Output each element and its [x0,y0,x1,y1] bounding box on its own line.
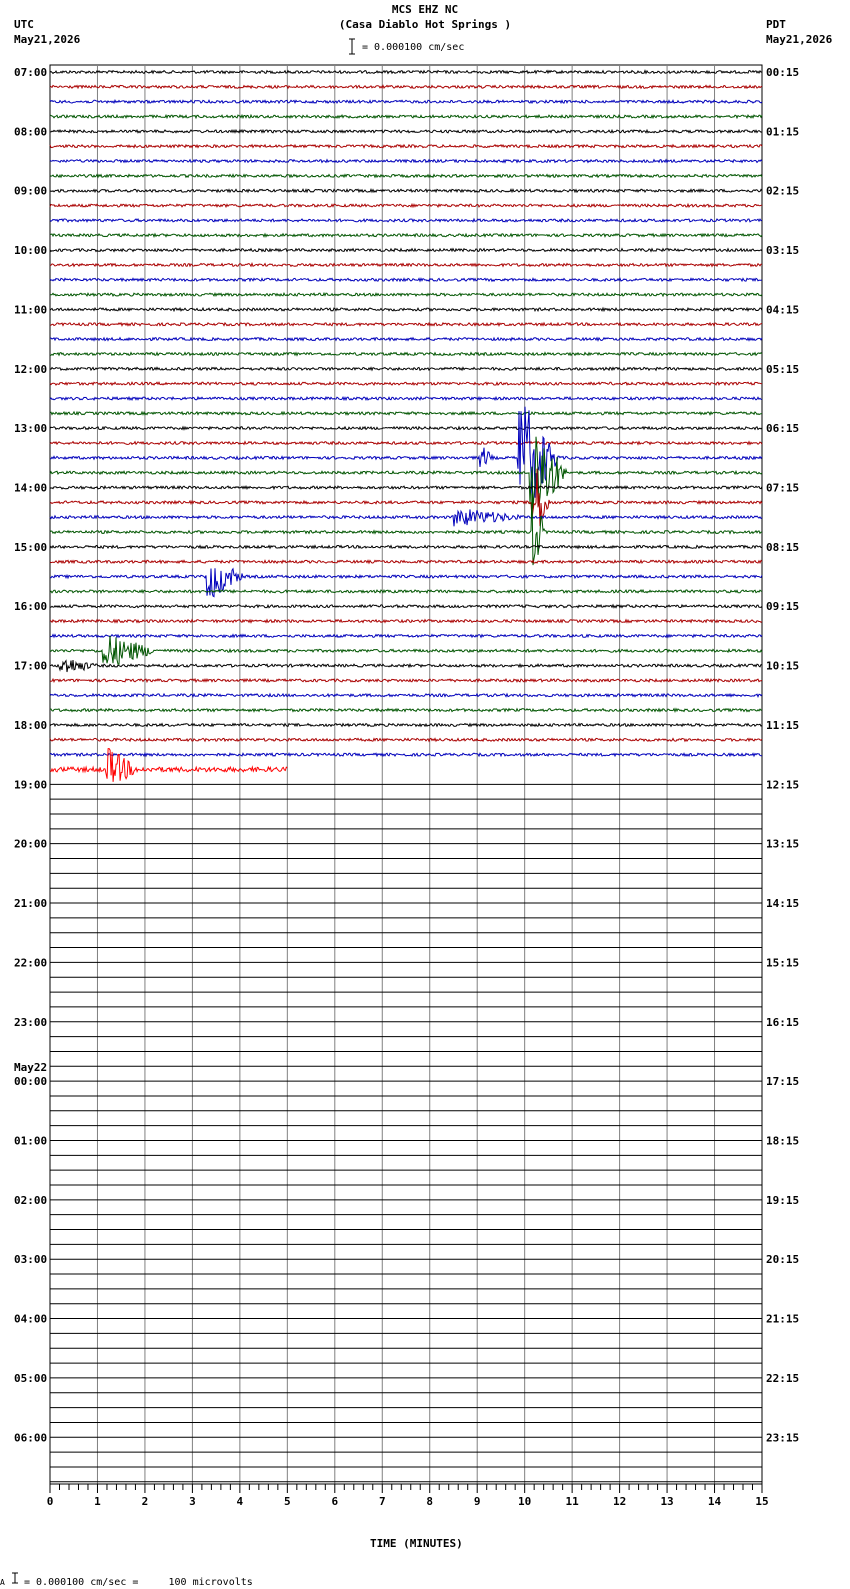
seismic-trace [50,605,762,608]
seismic-trace [50,749,287,782]
seismic-trace [50,753,762,756]
seismic-trace [50,204,762,207]
x-tick-label: 10 [518,1495,532,1508]
seismic-trace [50,382,762,385]
utc-hour-label: 13:00 [14,422,48,436]
x-tick-label: 5 [284,1495,291,1508]
x-tick-label: 1 [94,1495,101,1508]
x-tick-label: 7 [378,1495,386,1508]
seismic-trace [50,660,762,672]
pdt-hour-label: 05:15 [766,362,800,376]
x-axis [47,1484,769,1508]
seismic-trace [50,293,762,296]
pdt-hour-label: 12:15 [766,778,800,792]
seismic-trace [50,189,762,192]
seismic-trace [50,724,762,727]
pdt-hour-label: 04:15 [766,303,800,317]
x-axis-title: TIME (MINUTES) [370,1537,463,1550]
utc-hour-label: 10:00 [14,244,48,258]
seismic-trace [50,219,762,222]
utc-hour-label: 02:00 [14,1193,48,1207]
utc-hour-label: 04:00 [14,1312,48,1326]
seismic-trace [50,442,762,445]
x-tick-label: 8 [426,1495,434,1508]
seismic-traces [50,71,762,782]
utc-hour-label: 19:00 [14,778,48,792]
x-tick-label: 12 [612,1495,627,1508]
pdt-hour-label: 08:15 [766,540,800,554]
pdt-hour-label: 22:15 [766,1371,800,1385]
pdt-hour-label: 18:15 [766,1134,800,1148]
seismic-trace [50,486,762,489]
seismic-trace [50,338,762,341]
plot-frame [50,65,762,1484]
scale-label: = 0.000100 cm/sec [362,42,465,53]
footer-mark: A [0,1578,5,1587]
x-tick-label: 0 [46,1495,54,1508]
pdt-hour-label: 15:15 [766,956,800,970]
seismic-trace [50,160,762,163]
x-tick-label: 14 [707,1495,722,1508]
utc-hour-label: 09:00 [14,184,48,198]
utc-label: UTC [14,18,34,31]
footer-scale-bar-icon [10,1572,20,1584]
seismic-trace [50,71,762,74]
utc-hour-label: 21:00 [14,897,48,911]
utc-hour-label: 00:00 [14,1075,48,1089]
utc-hour-label: 15:00 [14,540,48,554]
pdt-date: May21,2026 [766,33,833,46]
seismic-trace [50,85,762,88]
seismic-trace [50,738,762,741]
pdt-hour-label: 21:15 [766,1312,800,1326]
seismic-trace [50,234,762,237]
pdt-hour-label: 02:15 [766,184,800,198]
seismic-trace [50,709,762,712]
utc-hour-label: 06:00 [14,1431,48,1445]
seismic-trace [50,679,762,682]
seismic-trace [50,407,762,499]
pdt-hour-label: 01:15 [766,125,800,139]
seismic-trace [50,509,762,526]
seismic-trace [50,308,762,311]
seismic-trace [50,397,762,400]
pdt-hour-label: 00:15 [766,66,800,79]
seismic-trace [50,130,762,133]
pdt-label: PDT [766,18,786,31]
seismic-trace [50,249,762,252]
pdt-hour-label: 11:15 [766,718,800,732]
seismic-trace [50,620,762,623]
x-tick-label: 15 [755,1495,769,1508]
seismic-trace [50,636,762,665]
seismic-trace [50,115,762,118]
seismic-trace [50,353,762,356]
seismic-trace [50,323,762,326]
seismic-trace [50,590,762,593]
pdt-hour-label: 03:15 [766,244,800,258]
seismic-trace [50,694,762,697]
utc-hour-label: 05:00 [14,1371,48,1385]
station-title: MCS EHZ NC [391,3,459,16]
utc-hour-label: 18:00 [14,718,48,732]
station-name: (Casa Diablo Hot Springs ) [338,18,512,31]
seismic-trace [50,494,762,565]
seismic-trace [50,437,762,510]
pdt-hour-label: 06:15 [766,422,800,436]
utc-hour-label: 12:00 [14,362,48,376]
seismic-trace [50,546,762,549]
pdt-hour-label: 17:15 [766,1075,800,1089]
scale-bar-icon [347,38,357,56]
pdt-hour-label: 16:15 [766,1015,800,1029]
utc-hour-label: 22:00 [14,956,48,970]
seismic-trace [50,560,762,563]
seismic-trace [50,427,762,430]
seismic-trace [50,635,762,638]
utc-hour-label: 16:00 [14,600,48,614]
utc-date: May21,2026 [14,33,81,46]
pdt-hour-label: 19:15 [766,1193,800,1207]
x-tick-label: 11 [565,1495,579,1508]
seismic-trace [50,100,762,103]
utc-hour-label: 07:00 [14,66,48,79]
utc-hour-label: 08:00 [14,125,48,139]
utc-hour-label: 11:00 [14,303,48,317]
utc-hour-label: 23:00 [14,1015,48,1029]
pdt-hour-label: 13:15 [766,837,800,851]
seismic-trace [50,175,762,178]
utc-hour-label: 14:00 [14,481,48,495]
x-tick-label: 3 [189,1495,196,1508]
seismic-trace [50,367,762,370]
utc-hour-label: 03:00 [14,1253,48,1267]
pdt-hour-label: 20:15 [766,1253,800,1267]
pdt-hour-label: 23:15 [766,1431,800,1445]
footer-scale: = 0.000100 cm/sec = 100 microvolts [24,1577,253,1588]
utc-hour-label: 17:00 [14,659,48,673]
utc-hour-label: 01:00 [14,1134,48,1148]
x-tick-label: 4 [236,1495,244,1508]
seismic-trace [50,278,762,281]
seismic-trace [50,412,762,415]
seismic-trace [50,145,762,148]
utc-hour-label: 20:00 [14,837,48,851]
pdt-hour-label: 09:15 [766,600,800,614]
pdt-hour-label: 10:15 [766,659,800,673]
pdt-hour-label: 07:15 [766,481,800,495]
seismic-trace [50,264,762,267]
plot-grid [50,65,762,1484]
pdt-hour-label: 14:15 [766,897,800,911]
x-tick-label: 9 [473,1495,481,1508]
x-tick-label: 13 [660,1495,674,1508]
utc-date-change-label: May22 [14,1061,48,1075]
x-tick-label: 2 [141,1495,149,1508]
x-tick-label: 6 [331,1495,339,1508]
